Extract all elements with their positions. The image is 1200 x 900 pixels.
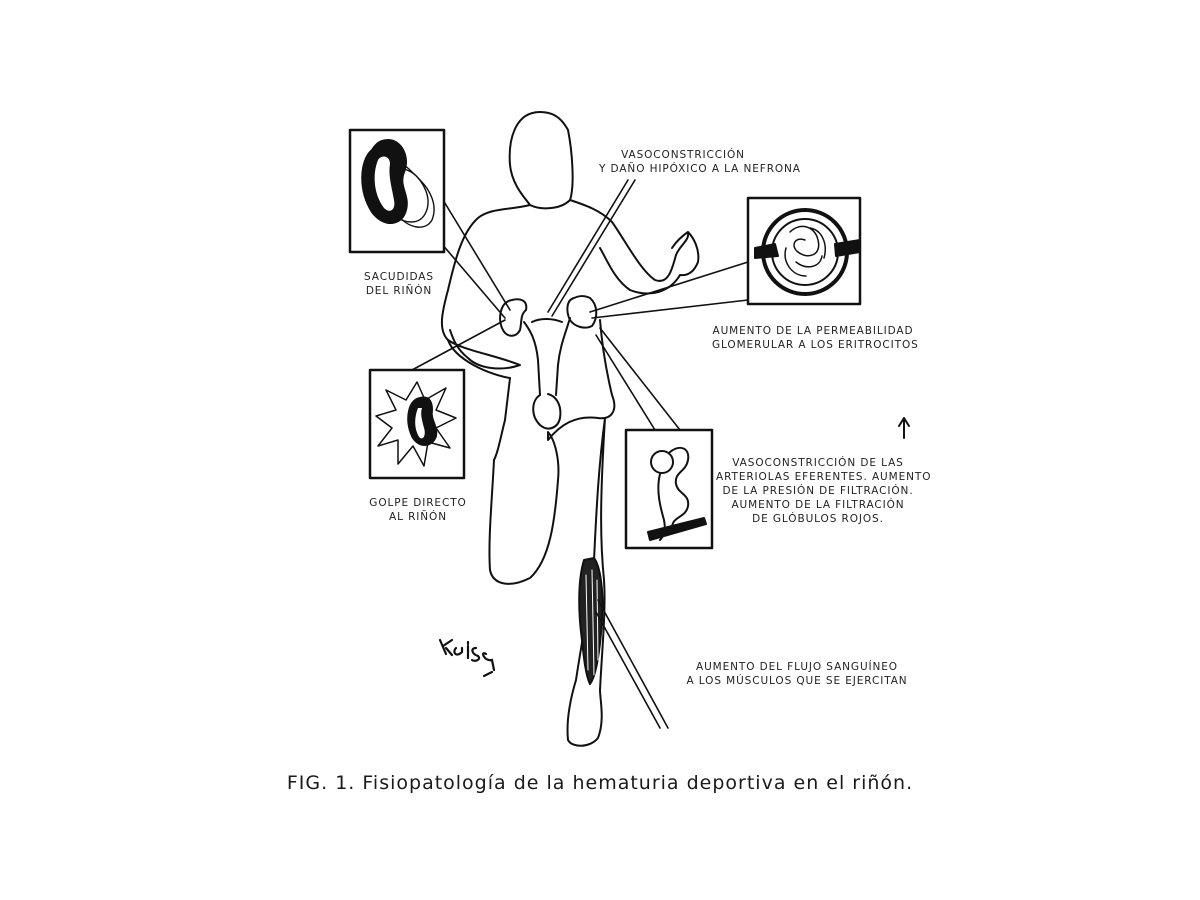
- up-arrow-icon: [899, 418, 909, 438]
- label-line: GOLPE DIRECTO: [369, 497, 467, 509]
- label-line: DE LA PRESIÓN DE FILTRACIÓN.: [722, 485, 914, 497]
- label-line: AUMENTO DEL FLUJO SANGUÍNEO: [696, 661, 898, 673]
- label-line: VASOCONSTRICCIÓN: [621, 149, 745, 161]
- label-direct-blow: [362, 496, 474, 524]
- ureters-bladder: [524, 318, 570, 429]
- label-line: DE GLÓBULOS ROJOS.: [752, 513, 884, 525]
- label-line: DEL RIÑÓN: [365, 285, 433, 297]
- label-muscle-blood-flow: [670, 660, 924, 688]
- inset-direct-blow: [370, 370, 464, 478]
- leader-glomerular: [590, 262, 748, 318]
- label-line: ARTERIOLAS EFERENTES. AUMENTO: [716, 471, 932, 483]
- label-glomerular-permeability: [712, 324, 919, 352]
- calf-muscle: [579, 558, 602, 684]
- label-line: GLOMERULAR A LOS ERITROCITOS: [712, 339, 919, 351]
- label-line: SACUDIDAS: [364, 271, 434, 283]
- label-line: AUMENTO DE LA PERMEABILIDAD: [712, 325, 914, 337]
- label-line: AL RIÑÓN: [389, 511, 447, 523]
- label-line: VASOCONSTRICCIÓN DE LAS: [732, 457, 904, 469]
- leader-direct-blow: [412, 320, 505, 370]
- label-vasoconstriction: [599, 148, 801, 176]
- inset-kidney-shaking: [350, 130, 444, 252]
- label-line: AUMENTO DE LA FILTRACIÓN: [731, 499, 905, 511]
- leader-muscle-flow: [596, 600, 668, 728]
- inset-nephron: [626, 430, 712, 548]
- runner-arm-outline: [600, 232, 698, 294]
- label-line: Y DAÑO HIPÓXICO A LA NEFRONA: [599, 163, 801, 175]
- label-efferent-arterioles: [716, 456, 932, 526]
- efferent-arteriole: [835, 240, 860, 256]
- leader-vasoconstriction: [548, 180, 635, 316]
- figure-caption: FIG. 1. Fisiopatología de la hematuria deportiva en el riñón.: [286, 772, 914, 794]
- label-kidney-shaking: [346, 270, 452, 298]
- inset-glomerulus: [748, 198, 860, 304]
- label-line: A LOS MÚSCULOS QUE SE EJERCITAN: [686, 675, 908, 687]
- artist-signature: [440, 640, 494, 676]
